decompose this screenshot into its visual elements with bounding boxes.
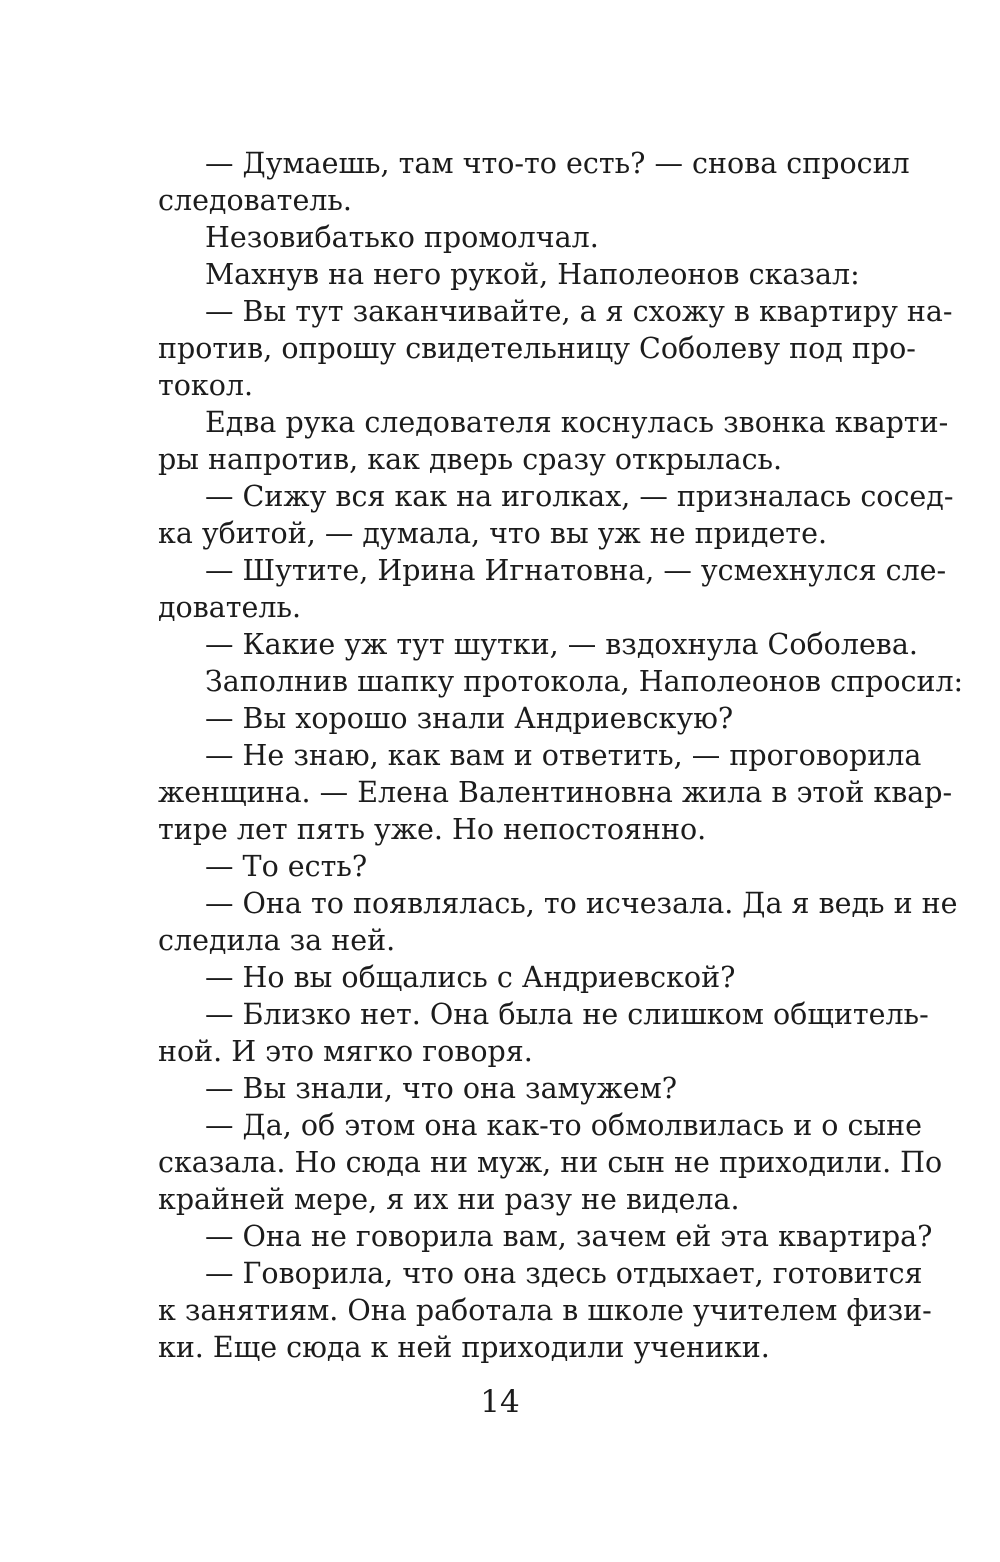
- page-number: 14: [480, 1384, 520, 1420]
- text-line: — Вы тут заканчивайте, а я схожу в квартиру на-: [205, 295, 953, 328]
- text-line: — Не знаю, как вам и ответить, — проговорила: [205, 739, 922, 772]
- text-line: Заполнив шапку протокола, Наполеонов спросил:: [205, 665, 964, 698]
- text-line: против, опрошу свидетельницу Соболеву под про-: [158, 332, 916, 365]
- text-line: — Говорила, что она здесь отдыхает, готовится: [205, 1257, 923, 1290]
- body-text: [158, 145, 964, 1366]
- text-line: — Близко нет. Она была не слишком общитель-: [205, 998, 929, 1031]
- text-line: — Но вы общались с Андриевской?: [205, 961, 736, 994]
- text-line: ка убитой, — думала, что вы уж не придете.: [158, 517, 827, 550]
- text-line: ры напротив, как дверь сразу открылась.: [158, 443, 783, 476]
- text-line: ки. Еще сюда к ней приходили ученики.: [158, 1331, 770, 1364]
- text-line: — Сижу вся как на иголках, — призналась сосед-: [205, 480, 954, 513]
- text-line: — Да, об этом она как-то обмолвилась и о сыне: [205, 1109, 922, 1142]
- text-line: тире лет пять уже. Но непостоянно.: [158, 813, 707, 846]
- text-line: Едва рука следователя коснулась звонка кварти-: [205, 406, 949, 439]
- text-line: ной. И это мягко говоря.: [158, 1035, 533, 1068]
- text-line: — Шутите, Ирина Игнатовна, — усмехнулся сле-: [205, 554, 947, 587]
- text-line: женщина. — Елена Валентиновна жила в этой квар-: [158, 776, 953, 809]
- text-line: — Она не говорила вам, зачем ей эта квартира?: [205, 1220, 933, 1253]
- text-line: — Какие уж тут шутки, — вздохнула Соболева.: [205, 628, 918, 661]
- text-line: следила за ней.: [158, 924, 396, 957]
- text-line: Махнув на него рукой, Наполеонов сказал:: [205, 258, 860, 291]
- text-line: — Вы знали, что она замужем?: [205, 1072, 678, 1105]
- text-line: — Вы хорошо знали Андриевскую?: [205, 702, 734, 735]
- text-line: крайней мере, я их ни разу не видела.: [158, 1183, 740, 1216]
- text-line: к занятиям. Она работала в школе учителем физи-: [158, 1294, 932, 1327]
- text-line: дователь.: [158, 591, 302, 624]
- text-line: токол.: [158, 369, 254, 402]
- text-line: следователь.: [158, 184, 352, 217]
- text-line: — То есть?: [205, 850, 368, 883]
- text-line: сказала. Но сюда ни муж, ни сын не приходили. По: [158, 1146, 943, 1179]
- text-line: Незовибатько промолчал.: [205, 221, 599, 254]
- text-line: — Она то появлялась, то исчезала. Да я ведь и не: [205, 887, 958, 920]
- text-line: — Думаешь, там что-то есть? — снова спросил: [205, 147, 910, 180]
